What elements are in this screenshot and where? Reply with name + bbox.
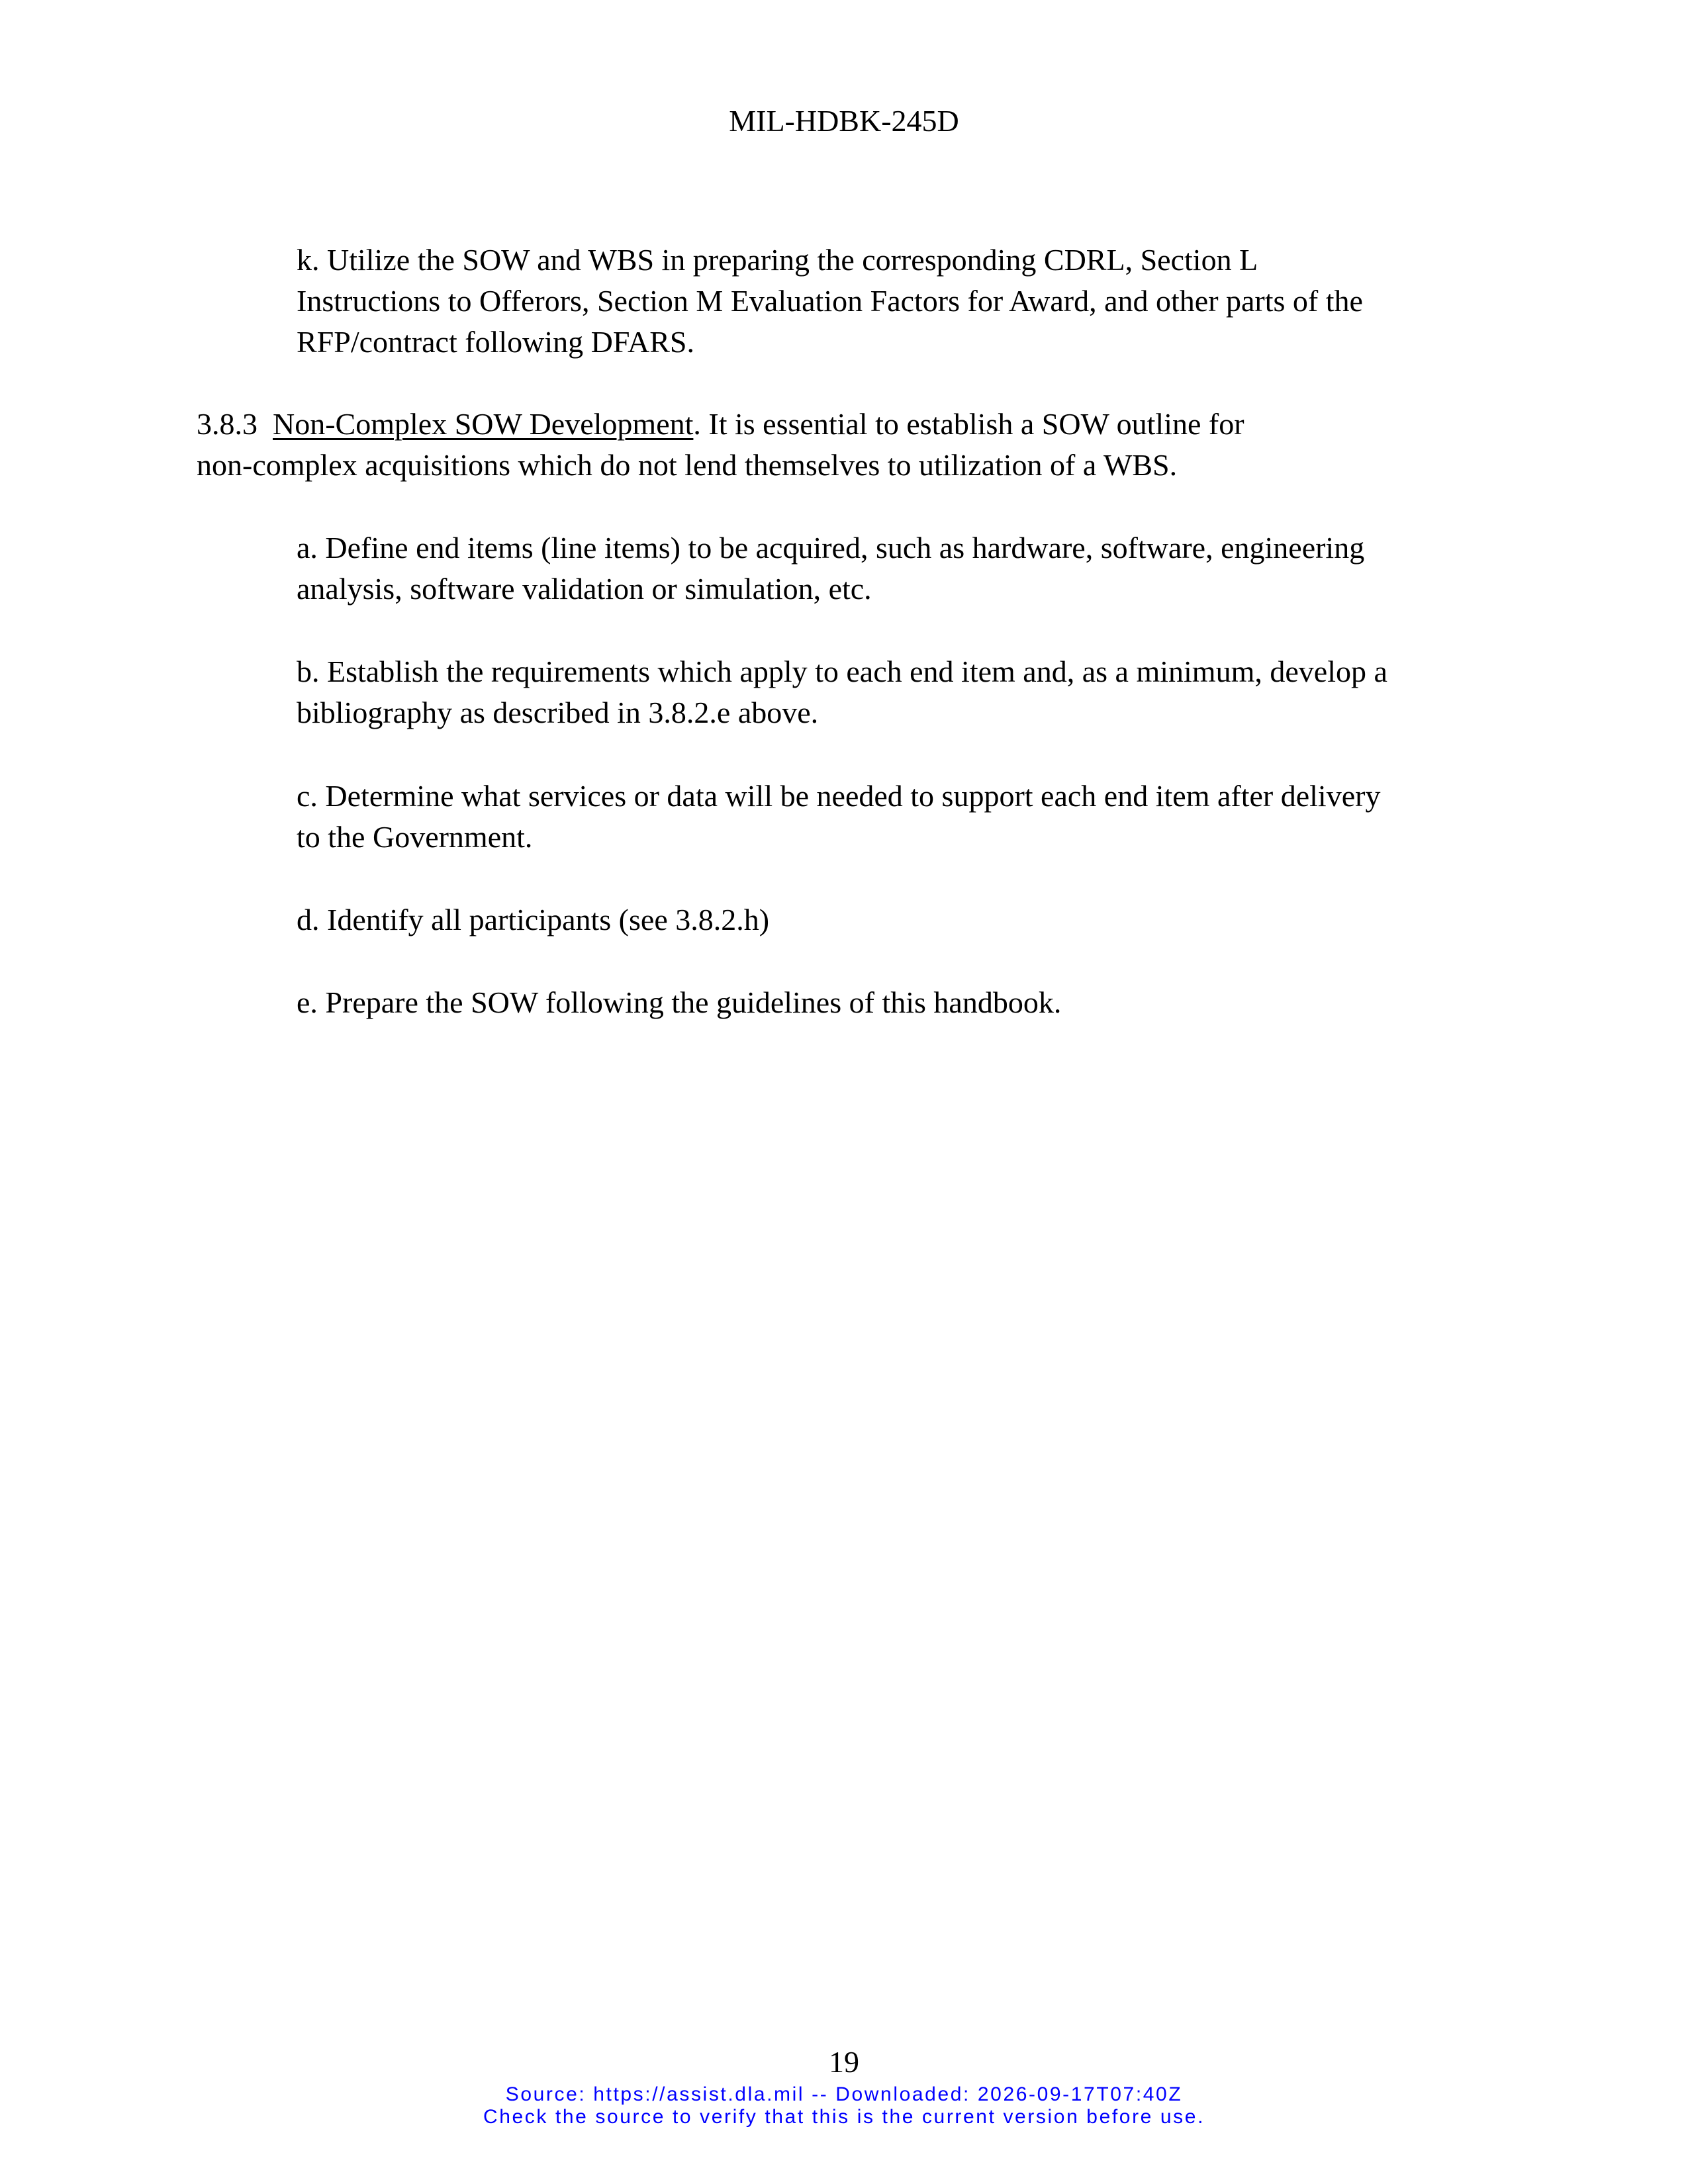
section-title: Non-Complex SOW Development — [273, 407, 694, 441]
section-intro-text: . It is essential to establish a SOW outline for — [693, 407, 1244, 441]
verify-notice: Check the source to verify that this is the current version before use. — [483, 2106, 1205, 2128]
list-item-b-line-1: b. Establish the requirements which apply to each end item and, as a minimum, develop a — [297, 655, 1387, 688]
section-3-8-3-line-1 — [197, 404, 1494, 445]
section-number: 3.8.3 — [197, 407, 273, 441]
list-item-a — [297, 527, 1488, 610]
list-item-k-line-3: RFP/contract following DFARS. — [297, 325, 695, 359]
list-item-e — [297, 982, 1488, 1023]
list-item-a-line-2: analysis, software validation or simulation, etc. — [297, 572, 872, 606]
list-item-d — [297, 899, 1488, 940]
list-item-c-line-2: to the Government. — [297, 820, 533, 854]
source-notice: Source: https://assist.dla.mil -- Downloaded: 2026-09-17T07:40Z — [505, 2083, 1183, 2105]
document-header — [0, 101, 1688, 142]
list-item-c-line-1: c. Determine what services or data will be needed to support each end item after delivery — [297, 779, 1381, 813]
list-item-k-line-1: k. Utilize the SOW and WBS in preparing the corresponding CDRL, Section L — [297, 243, 1258, 277]
list-item-d-line-1: d. Identify all participants (see 3.8.2.h) — [297, 903, 770, 936]
list-item-e-line-1: e. Prepare the SOW following the guidelines of this handbook. — [297, 985, 1062, 1019]
list-item-k-line-2: Instructions to Offerors, Section M Evaluation Factors for Award, and other parts of the — [297, 284, 1363, 318]
section-3-8-3 — [197, 404, 1494, 486]
page-number: 19 — [829, 2045, 859, 2079]
list-item-b-line-2: bibliography as described in 3.8.2.e above. — [297, 696, 819, 729]
document-id: MIL-HDBK-245D — [729, 104, 959, 138]
list-item-k — [297, 240, 1488, 363]
list-item-b — [297, 651, 1488, 733]
list-item-a-line-1: a. Define end items (line items) to be acquired, such as hardware, software, engineering — [297, 531, 1365, 565]
list-item-c — [297, 776, 1488, 858]
section-3-8-3-line-2: non-complex acquisitions which do not lend themselves to utilization of a WBS. — [197, 448, 1178, 482]
